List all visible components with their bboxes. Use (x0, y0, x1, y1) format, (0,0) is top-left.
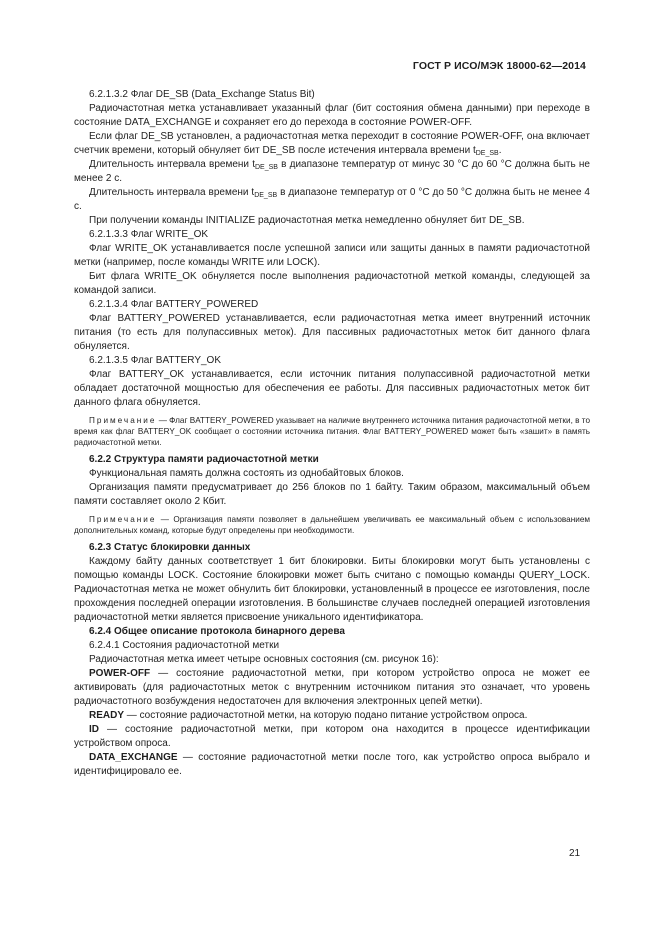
paragraph: Функциональная память должна состоять из однобайтовых блоков. (89, 468, 404, 479)
paragraph: Флаг BATTERY_POWERED устанавливается, если радиочастотная метка имеет внутренний источник питания (то есть для полупассивных меток). Для пассивных радиочастотных меток бит данного флага обнуляется. (74, 313, 590, 352)
paragraph: Флаг BATTERY_OK устанавливается, если источник питания полупассивной радиочастотной метки обладает достаточной мощностью для обеспечения ее работы. Для пассивных радиочастотных меток бит данного флага обнуляется. (74, 369, 590, 408)
note-label: Примечание (89, 416, 157, 425)
paragraph: При получении команды INITIALIZE радиочастотная метка немедленно обнуляет бит DE_SB. (89, 215, 525, 226)
paragraph: 6.2.4.1 Состояния радиочастотной метки (89, 640, 280, 651)
paragraph: Организация памяти предусматривает до 256 блоков по 1 байту. Таким образом, максимальный объем памяти составляет около 2 Кбит. (74, 482, 590, 507)
term-definition: ID — состояние радиочастотной метки, при котором она находится в процессе идентификации устройством опроса. (74, 724, 590, 749)
subscript: DE_SB (475, 150, 499, 157)
paragraph: 6.2.1.3.3 Флаг WRITE_OK (89, 229, 209, 240)
paragraph: Длительность интервала времени $t_{DE\_SB}$ в диапазоне температур от 0 °С до 50 °С должна быть не менее 4 с. (74, 187, 590, 212)
paragraph: Радиочастотная метка устанавливает указанный флаг (бит состояния обмена данными) при переходе в состояние DATA_EXCHANGE и сохраняет его до перехода в состояние POWER-OFF. (74, 103, 590, 128)
note: Примечание — Организация памяти позволяет в дальнейшем увеличивать ее максимальный объем с использованием дополнительных команд, которые будут определены при необходимости. (74, 515, 590, 535)
paragraph: Длительность интервала времени $t_{DE\_SB}$ в диапазоне температур от минус 30 °С до 60 °С должна быть не менее 2 с. (74, 159, 590, 184)
subscript: DE_SB (254, 164, 278, 171)
paragraph: 6.2.1.3.4 Флаг BATTERY_POWERED (89, 299, 259, 310)
term: READY (89, 710, 125, 721)
paragraph: Каждому байту данных соответствует 1 бит блокировки. Биты блокировки могут быть установлены с помощью команды LOCK. Состояние блокировки может быть считано с помощью команды QUERY_LOCK. Радиочастотная метка не может обнулить бит блокировки, установленный в процессе ее изготовления, после прохождения последней операции изготовления. В большинстве случаев последней операцией изготовления радиочастотной метки является присвоение уникального идентификатора. (74, 556, 590, 623)
term-definition: POWER-OFF — состояние радиочастотной метки, при котором устройство опроса не может ее активировать (для радиочастотных меток с внутренним источником питания это означает, что уровень радиочастотного возбуждения недостаточен для включения электронных цепей метки). (74, 668, 590, 707)
term: ID (89, 724, 99, 735)
document-body (74, 88, 590, 779)
paragraph: Если флаг DE_SB установлен, а радиочастотная метка переходит в состояние POWER-OFF, она включает счетчик времени, который обнуляет бит DE_SB после истечения интервала времени $t_{DE\_SB}$. (74, 131, 590, 157)
paragraph: Бит флага WRITE_OK обнуляется после выполнения радиочастотной меткой команды, следующей за командой записи. (74, 271, 590, 296)
section-heading: 6.2.3 Статус блокировки данных (89, 542, 251, 553)
paragraph: Радиочастотная метка имеет четыре основных состояния (см. рисунок 16): (89, 654, 439, 665)
note-label: Примечание (89, 515, 157, 524)
note: Примечание — Флаг BATTERY_POWERED указывает на наличие внутреннего источника питания радиочастотной метки, в то время как флаг BATTERY_OK сообщает о состоянии источника питания. Флаг BATTERY_POWERED может быть «зашит» в память радиочастотной метки. (74, 416, 590, 447)
term: DATA_EXCHANGE (89, 752, 178, 763)
section-heading: 6.2.2 Структура памяти радиочастотной метки (89, 454, 319, 465)
document-header: ГОСТ Р ИСО/МЭК 18000-62—2014 (412, 60, 586, 72)
page-number: 21 (569, 848, 581, 859)
subscript: DE_SB (254, 192, 278, 199)
term-definition: READY — состояние радиочастотной метки, на которую подано питание устройством опроса. (89, 710, 528, 721)
term-definition: DATA_EXCHANGE — состояние радиочастотной метки после того, как устройство опроса выбрало и идентифицировало ее. (74, 752, 590, 777)
paragraph: Флаг WRITE_OK устанавливается после успешной записи или защиты данных в памяти радиочастотной метки (например, после команды WRITE или LOCK). (74, 243, 590, 268)
section-heading: 6.2.4 Общее описание протокола бинарного дерева (89, 626, 345, 637)
paragraph: 6.2.1.3.2 Флаг DE_SB (Data_Exchange Status Bit) (89, 89, 315, 100)
paragraph: 6.2.1.3.5 Флаг BATTERY_OK (89, 355, 221, 366)
term: POWER-OFF (89, 668, 151, 679)
